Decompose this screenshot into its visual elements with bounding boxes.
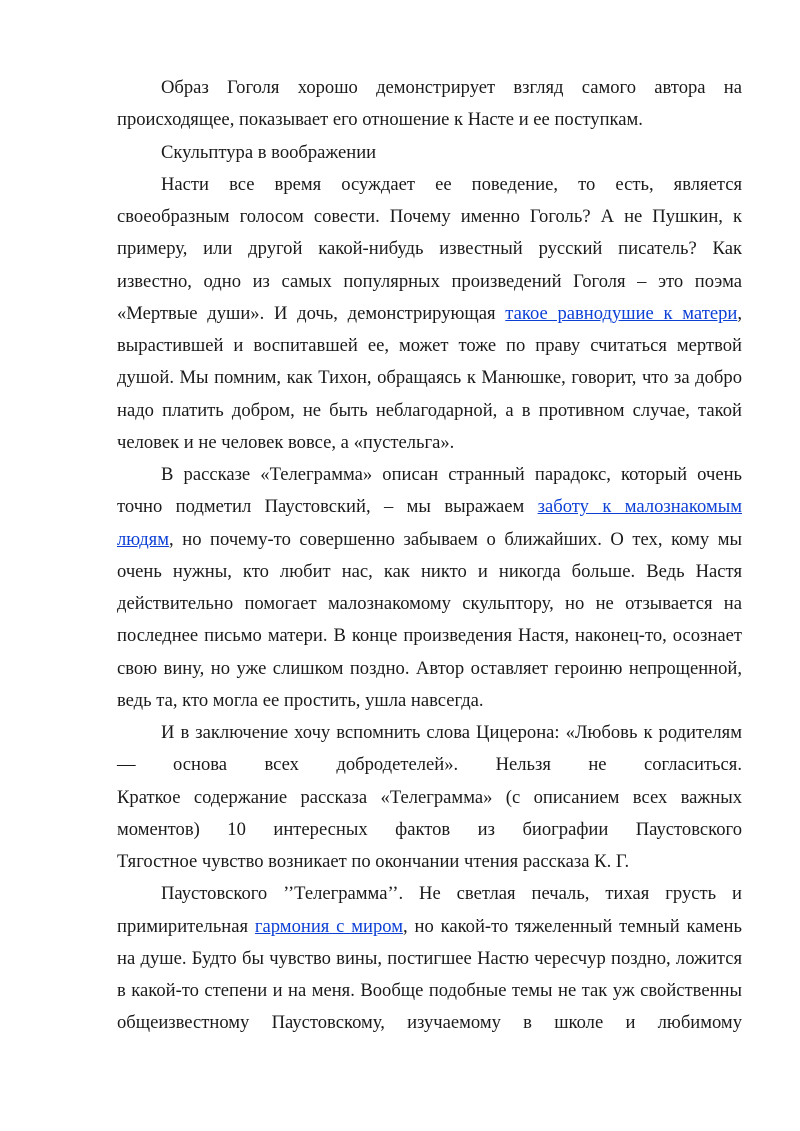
text-line (117, 330, 742, 362)
link-care-for-strangers[interactable]: заботу к малознакомым (537, 496, 742, 517)
text-segment: — основа всех добродетелей». Нельзя не согласиться. (117, 754, 742, 775)
text-line (161, 459, 742, 491)
text-line (117, 782, 742, 814)
text-segment: Скульптура в воображении (161, 142, 377, 163)
text-line (117, 362, 742, 394)
text-line (161, 717, 742, 749)
text-line (117, 491, 742, 523)
text-segment: Паустовского ’’Телеграмма’’. Не светлая печаль, тихая грусть и (161, 883, 742, 904)
text-segment: точно подметил Паустовский, – мы выражаем (117, 496, 538, 517)
text-line (161, 72, 742, 104)
text-segment: душой. Мы помним, как Тихон, обращаясь к Манюшке, говорит, что за добро (117, 367, 742, 388)
text-line (161, 137, 742, 169)
text-line (117, 298, 742, 330)
text-line (117, 911, 742, 943)
text-line (117, 233, 742, 265)
text-segment: на душе. Будто бы чувство вины, постигшее Настю чересчур поздно, ложится (117, 948, 742, 969)
text-segment: в какой-то степени и на меня. Вообще подобные темы не так уж свойственны (117, 980, 742, 1001)
text-segment: происходящее, показывает его отношение к Насте и ее поступкам. (117, 109, 643, 130)
text-line (117, 814, 742, 846)
text-line (117, 846, 742, 878)
text-line (117, 395, 742, 427)
text-line (161, 169, 742, 201)
text-segment: очень нужны, кто любит нас, как никто и никогда больше. Ведь Настя (117, 561, 742, 582)
text-segment: последнее письмо матери. В конце произведения Настя, наконец-то, осознает (117, 625, 742, 646)
text-line (161, 878, 742, 910)
text-segment: Краткое содержание рассказа «Телеграмма» (с описанием всех важных (117, 787, 742, 808)
text-line (117, 620, 742, 652)
text-line (117, 685, 742, 717)
text-segment: свою вину, но уже слишком поздно. Автор оставляет героиню непрощенной, (117, 658, 742, 679)
text-segment: общеизвестному Паустовскому, изучаемому в школе и любимому (117, 1012, 742, 1033)
text-segment: «Мертвые души». И дочь, демонстрирующая (117, 303, 506, 324)
text-segment: Тягостное чувство возникает по окончании чтения рассказа К. Г. (117, 851, 630, 872)
text-line (117, 588, 742, 620)
text-line (117, 975, 742, 1007)
text-line (117, 524, 742, 556)
text-segment: своеобразным голосом совести. Почему именно Гоголь? А не Пушкин, к (117, 206, 742, 227)
link-indifference-to-mother[interactable]: такое равнодушие к матери (505, 303, 738, 324)
text-line (117, 201, 742, 233)
text-line (117, 749, 742, 781)
text-segment: вырастившей и воспитавшей ее, может тоже по праву считаться мертвой (117, 335, 742, 356)
text-line (117, 556, 742, 588)
text-segment: известно, одно из самых популярных произведений Гоголя – это поэма (117, 271, 742, 292)
text-segment: надо платить добром, не быть неблагодарной, а в противном случае, такой (117, 400, 742, 421)
text-segment: человек и не человек вовсе, а «пустельга». (117, 432, 455, 453)
text-segment: ведь та, кто могла ее простить, ушла навсегда. (117, 690, 484, 711)
text-line (117, 266, 742, 298)
text-segment: , (737, 303, 742, 324)
text-segment: В рассказе «Телеграмма» описан странный парадокс, который очень (161, 464, 742, 485)
text-line (117, 943, 742, 975)
text-line (117, 104, 742, 136)
text-segment: И в заключение хочу вспомнить слова Цицерона: «Любовь к родителям (161, 722, 742, 743)
text-segment: примеру, или другой какой-нибудь известный русский писатель? Как (117, 238, 742, 259)
text-segment: , но почему-то совершенно забываем о ближайших. О тех, кому мы (169, 529, 742, 550)
text-segment: действительно помогает малознакомому скульптору, но не отзывается на (117, 593, 742, 614)
text-line (117, 1007, 742, 1039)
link-care-for-strangers-cont[interactable]: людям (117, 529, 170, 550)
text-segment: примирительная (117, 916, 255, 937)
text-line (117, 427, 742, 459)
text-segment: моментов) 10 интересных фактов из биографии Паустовского (117, 819, 742, 840)
text-line (117, 653, 742, 685)
text-segment: Образ Гоголя хорошо демонстрирует взгляд самого автора на (161, 77, 742, 98)
link-harmony-with-world[interactable]: гармония с миром (254, 916, 403, 937)
text-segment: , но какой-то тяжеленный темный камень (403, 916, 742, 937)
text-segment: Насти все время осуждает ее поведение, то есть, является (161, 174, 742, 195)
